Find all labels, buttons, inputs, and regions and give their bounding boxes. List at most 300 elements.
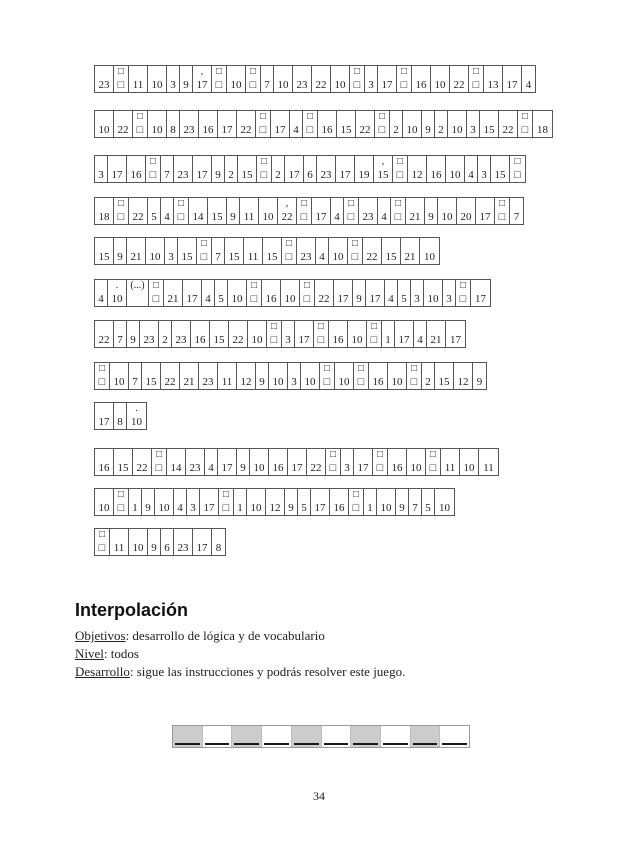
code-cell [290,111,303,137]
cell-number: 9 [399,502,405,514]
code-cell [155,489,174,515]
cell-number: 13 [487,79,499,91]
answer-box [203,726,233,747]
cell-mark: □ [117,66,125,77]
cell-number: 10 [334,79,346,91]
cell-number: 10 [250,502,262,514]
code-cell [212,238,225,264]
code-cell [367,321,382,347]
code-strip-1 [94,65,536,93]
code-cell [193,156,212,182]
cell-number: 10 [338,376,350,388]
cell-number: 10 [111,293,123,305]
code-cell [114,111,133,137]
cell-number: 14 [192,211,204,223]
code-cell [393,156,408,182]
code-cell [95,449,114,475]
cell-number: 10 [277,79,289,91]
code-cell [146,156,161,182]
code-cell [240,198,259,224]
cell-number: □ [155,462,163,474]
cell-number: 10 [253,462,265,474]
code-cell [114,238,127,264]
cell-mark: □ [323,363,331,374]
code-cell [473,363,486,389]
cell-number: 8 [117,416,123,428]
cell-number: 23 [300,251,312,263]
code-cell [326,449,341,475]
cell-number: 15 [211,211,223,223]
cell-number: □ [352,502,360,514]
cell-number: □ [152,293,160,305]
cell-mark: □ [357,363,365,374]
code-cell [267,321,282,347]
cell-number: 7 [513,211,520,223]
cell-number: □ [353,79,361,91]
code-cell [148,66,167,92]
code-cell [469,66,484,92]
answer-box [232,726,262,747]
cell-number: 10 [427,293,439,305]
cell-number: 4 [177,502,183,514]
cell-number: 21 [130,251,142,263]
code-cell [208,198,227,224]
cell-number: □ [215,79,223,91]
cell-number: 9 [117,251,123,263]
section-title: Interpolación [75,600,189,620]
cell-mark: □ [317,321,325,332]
cell-number: 7 [264,79,270,91]
answer-box [322,726,352,747]
code-strip-6 [94,279,491,307]
cell-number: 22 [164,376,176,388]
code-cell [316,238,329,264]
cell-number: 21 [430,334,442,346]
code-cell [478,156,491,182]
cell-mark: □ [352,489,360,500]
cell-number: 4 [164,211,170,223]
cell-number: □ [378,124,386,136]
cell-number: 15 [117,462,129,474]
development-text: : sigue las instrucciones y podrás resolver este juego. [129,664,406,679]
code-cell [396,489,409,515]
code-cell [238,156,257,182]
cell-number: 15 [266,251,278,263]
code-cell [382,321,395,347]
cell-number: □ [459,293,467,305]
cell-number: 3 [481,169,487,181]
code-cell [248,321,267,347]
code-cell [427,321,446,347]
cell-number: 22 [366,251,378,263]
code-cell [331,198,344,224]
cell-number: 10 [451,124,463,136]
cell-number: □ [98,376,106,388]
code-cell [388,449,407,475]
code-cell [127,280,149,306]
code-cell [435,363,454,389]
code-cell [164,280,183,306]
answer-box [173,726,203,747]
code-cell [448,111,467,137]
cell-number: 23 [296,79,308,91]
cell-number: 3 [368,79,374,91]
cell-number: 22 [132,211,144,223]
code-cell [108,280,127,306]
code-cell [250,449,269,475]
code-cell [180,363,199,389]
code-cell [133,111,148,137]
cell-mark: □ [222,489,230,500]
cell-number: 17 [315,211,327,223]
code-cell [161,363,180,389]
cell-number: 22 [117,124,129,136]
cell-mark: □ [514,156,521,167]
cell-number: 10 [434,79,446,91]
cell-number: 16 [202,124,214,136]
cell-number: 15 [213,334,225,346]
cell-number: □ [222,502,230,514]
cell-number: 5 [218,293,224,305]
code-cell [167,449,186,475]
code-cell [317,156,336,182]
cell-number: 3 [446,293,452,305]
cell-number: 1 [385,334,391,346]
code-cell [178,238,197,264]
code-cell [446,156,465,182]
cell-number: 15 [98,251,110,263]
level-label: Nivel [75,646,104,661]
code-cell [246,66,261,92]
cell-number: 10 [380,502,392,514]
code-cell [161,198,174,224]
cell-number: □ [249,79,257,91]
code-cell [533,111,552,137]
level-text: : todos [103,646,139,661]
code-cell [133,449,152,475]
cell-mark: □ [250,280,258,291]
code-cell [140,321,159,347]
code-cell [301,363,320,389]
code-cell [435,111,448,137]
code-cell [499,111,518,137]
cell-number: 23 [183,124,195,136]
code-cell [314,321,329,347]
code-cell [365,66,378,92]
code-cell [114,66,129,92]
cell-number: □ [317,334,325,346]
cell-number: □ [136,124,144,136]
cell-number: □ [260,169,268,181]
code-cell [202,280,215,306]
code-cell [228,280,247,306]
cell-number: 21 [183,376,195,388]
cell-mark: □ [117,198,125,209]
code-cell [174,529,193,555]
cell-number: 17 [291,462,303,474]
code-cell [282,238,297,264]
code-strip-5 [94,237,440,265]
code-cell [212,529,225,555]
cell-number: 4 [468,169,474,181]
code-cell [193,66,212,92]
cell-number: □ [149,169,157,181]
code-cell [219,489,234,515]
code-strip-10 [94,448,499,476]
code-cell [510,156,525,182]
code-cell [397,66,412,92]
cell-number: 22 [136,462,148,474]
code-cell [295,321,314,347]
cell-mark: □ [459,280,467,291]
code-cell [312,66,331,92]
cell-number: 2 [393,124,399,136]
code-cell [180,66,193,92]
cell-number: 17 [506,79,518,91]
code-cell [378,198,391,224]
cell-number: 10 [332,251,344,263]
code-cell [174,198,189,224]
code-cell [159,321,172,347]
cell-number: 9 [130,334,136,346]
cell-mark: . [135,403,138,414]
cell-number: 16 [415,79,427,91]
code-cell [484,66,503,92]
cell-number: □ [396,169,404,181]
cell-number: 3 [470,124,476,136]
answer-box [440,726,469,747]
code-cell [353,280,366,306]
code-cell [390,111,403,137]
code-cell [142,489,155,515]
cell-number: 15 [241,169,253,181]
cell-number: 9 [151,542,157,554]
code-cell [311,489,330,515]
cell-number: 4 [417,334,423,346]
cell-number: □ [98,542,106,554]
cell-number: 18 [98,211,110,223]
code-cell [438,198,457,224]
code-cell [161,529,174,555]
code-strip-3 [94,155,526,183]
code-cell [225,156,238,182]
cell-number: 1 [132,502,138,514]
cell-number: 4 [381,211,387,223]
code-cell [95,198,114,224]
cell-number: □ [472,79,480,91]
code-cell [149,280,164,306]
code-cell [307,449,326,475]
code-cell [127,156,146,182]
cell-mark: , [285,198,289,209]
cell-number: 6 [307,169,313,181]
cell-number: 1 [237,502,243,514]
cell-number: □ [117,211,125,223]
page-number: 34 [313,789,325,803]
cell-number: 17 [221,462,233,474]
cell-number: 23 [362,211,374,223]
code-cell [348,321,367,347]
cell-number: 16 [321,124,333,136]
cell-mark: □ [260,156,268,167]
code-cell [359,198,378,224]
code-cell [247,489,266,515]
code-cell [148,529,161,555]
cell-number: 9 [425,124,431,136]
cell-number: 11 [132,79,144,91]
code-cell [237,449,250,475]
code-cell [229,321,248,347]
code-cell [108,156,127,182]
code-cell [412,66,431,92]
cell-number: 10 [304,376,316,388]
code-cell [129,363,142,389]
cell-mark: □ [249,66,257,77]
code-cell [465,156,478,182]
code-cell [127,403,146,429]
cell-number: 11 [247,251,259,263]
code-cell [495,198,510,224]
code-cell [95,156,108,182]
code-cell [318,111,337,137]
code-cell [491,156,510,182]
code-cell [114,321,127,347]
cell-number: 17 [479,211,491,223]
cell-number: 17 [274,124,286,136]
cell-number: 10 [131,416,142,428]
cell-mark: □ [215,66,223,77]
code-cell [95,280,108,306]
code-cell [129,489,142,515]
cell-mark: □ [306,111,314,122]
answer-box [351,726,381,747]
code-cell [186,449,205,475]
code-cell [476,198,495,224]
cell-number: 9 [428,211,434,223]
cell-number: □ [323,376,331,388]
cell-number: 17 [196,79,208,91]
cell-mark: □ [259,111,267,122]
cell-mark: (...) [130,280,145,291]
cell-mark: □ [200,238,208,249]
cell-number: 4 [525,79,532,91]
cell-mark: □ [410,363,418,374]
cell-number: 23 [177,169,189,181]
code-cell [167,66,180,92]
cell-mark: □ [396,156,404,167]
cell-number: 3 [168,251,174,263]
code-cell [95,66,114,92]
cell-number: 16 [272,462,284,474]
code-cell [114,449,133,475]
cell-number: 9 [240,462,246,474]
cell-number: 17 [98,416,110,428]
cell-number: 3 [190,502,196,514]
cell-number: 16 [265,293,277,305]
code-cell [300,280,315,306]
answer-box [411,726,441,747]
code-cell [271,111,290,137]
code-cell [297,238,316,264]
code-cell [218,449,237,475]
code-cell [382,238,401,264]
cell-number: □ [370,334,378,346]
code-cell [467,111,480,137]
cell-number: 17 [381,79,393,91]
cell-number: 17 [298,334,310,346]
cell-number: 15 [438,376,450,388]
development-label: Desarrollo [75,664,130,679]
code-cell [237,111,256,137]
cell-number: □ [117,79,125,91]
cell-number: □ [306,124,314,136]
code-cell [172,321,191,347]
answer-box [381,726,411,747]
cell-number: 15 [377,169,389,181]
cell-number: 8 [170,124,176,136]
code-cell [431,66,450,92]
code-cell [336,156,355,182]
code-cell [174,489,187,515]
cell-number: 2 [425,376,431,388]
cell-mark: , [200,66,204,77]
cell-number: 17 [398,334,410,346]
code-cell [183,280,202,306]
cell-number: 15 [483,124,495,136]
cell-number: 10 [158,502,170,514]
cell-number: □ [270,334,278,346]
code-cell [364,489,377,515]
cell-number: □ [514,169,521,181]
cell-mark: □ [370,321,378,332]
cell-number: 12 [269,502,281,514]
code-cell [285,489,298,515]
cell-number: 2 [438,124,444,136]
cell-number: 18 [537,124,548,136]
cell-number: □ [357,376,365,388]
code-cell [161,156,174,182]
code-cell [95,403,114,429]
code-cell [152,449,167,475]
code-cell [337,111,356,137]
cell-number: 3 [170,79,176,91]
cell-number: □ [376,462,384,474]
code-cell [167,111,180,137]
code-cell [200,489,219,515]
cell-number: 9 [183,79,189,91]
cell-mark: □ [98,363,106,374]
cell-number: □ [250,293,258,305]
code-cell [165,238,178,264]
code-cell [303,111,318,137]
cell-number: 1 [367,502,373,514]
cell-mark: □ [394,198,402,209]
cell-number: 22 [453,79,465,91]
cell-number: 7 [412,502,418,514]
cell-number: 17 [369,293,381,305]
cell-number: 22 [359,124,371,136]
cell-mark: □ [498,198,506,209]
code-cell [422,363,435,389]
code-cell [363,238,382,264]
code-cell [95,111,114,137]
cell-number: 15 [181,251,193,263]
code-cell [193,529,212,555]
code-cell [285,156,304,182]
cell-mark: □ [429,449,437,460]
code-cell [95,363,110,389]
cell-number: 19 [358,169,370,181]
